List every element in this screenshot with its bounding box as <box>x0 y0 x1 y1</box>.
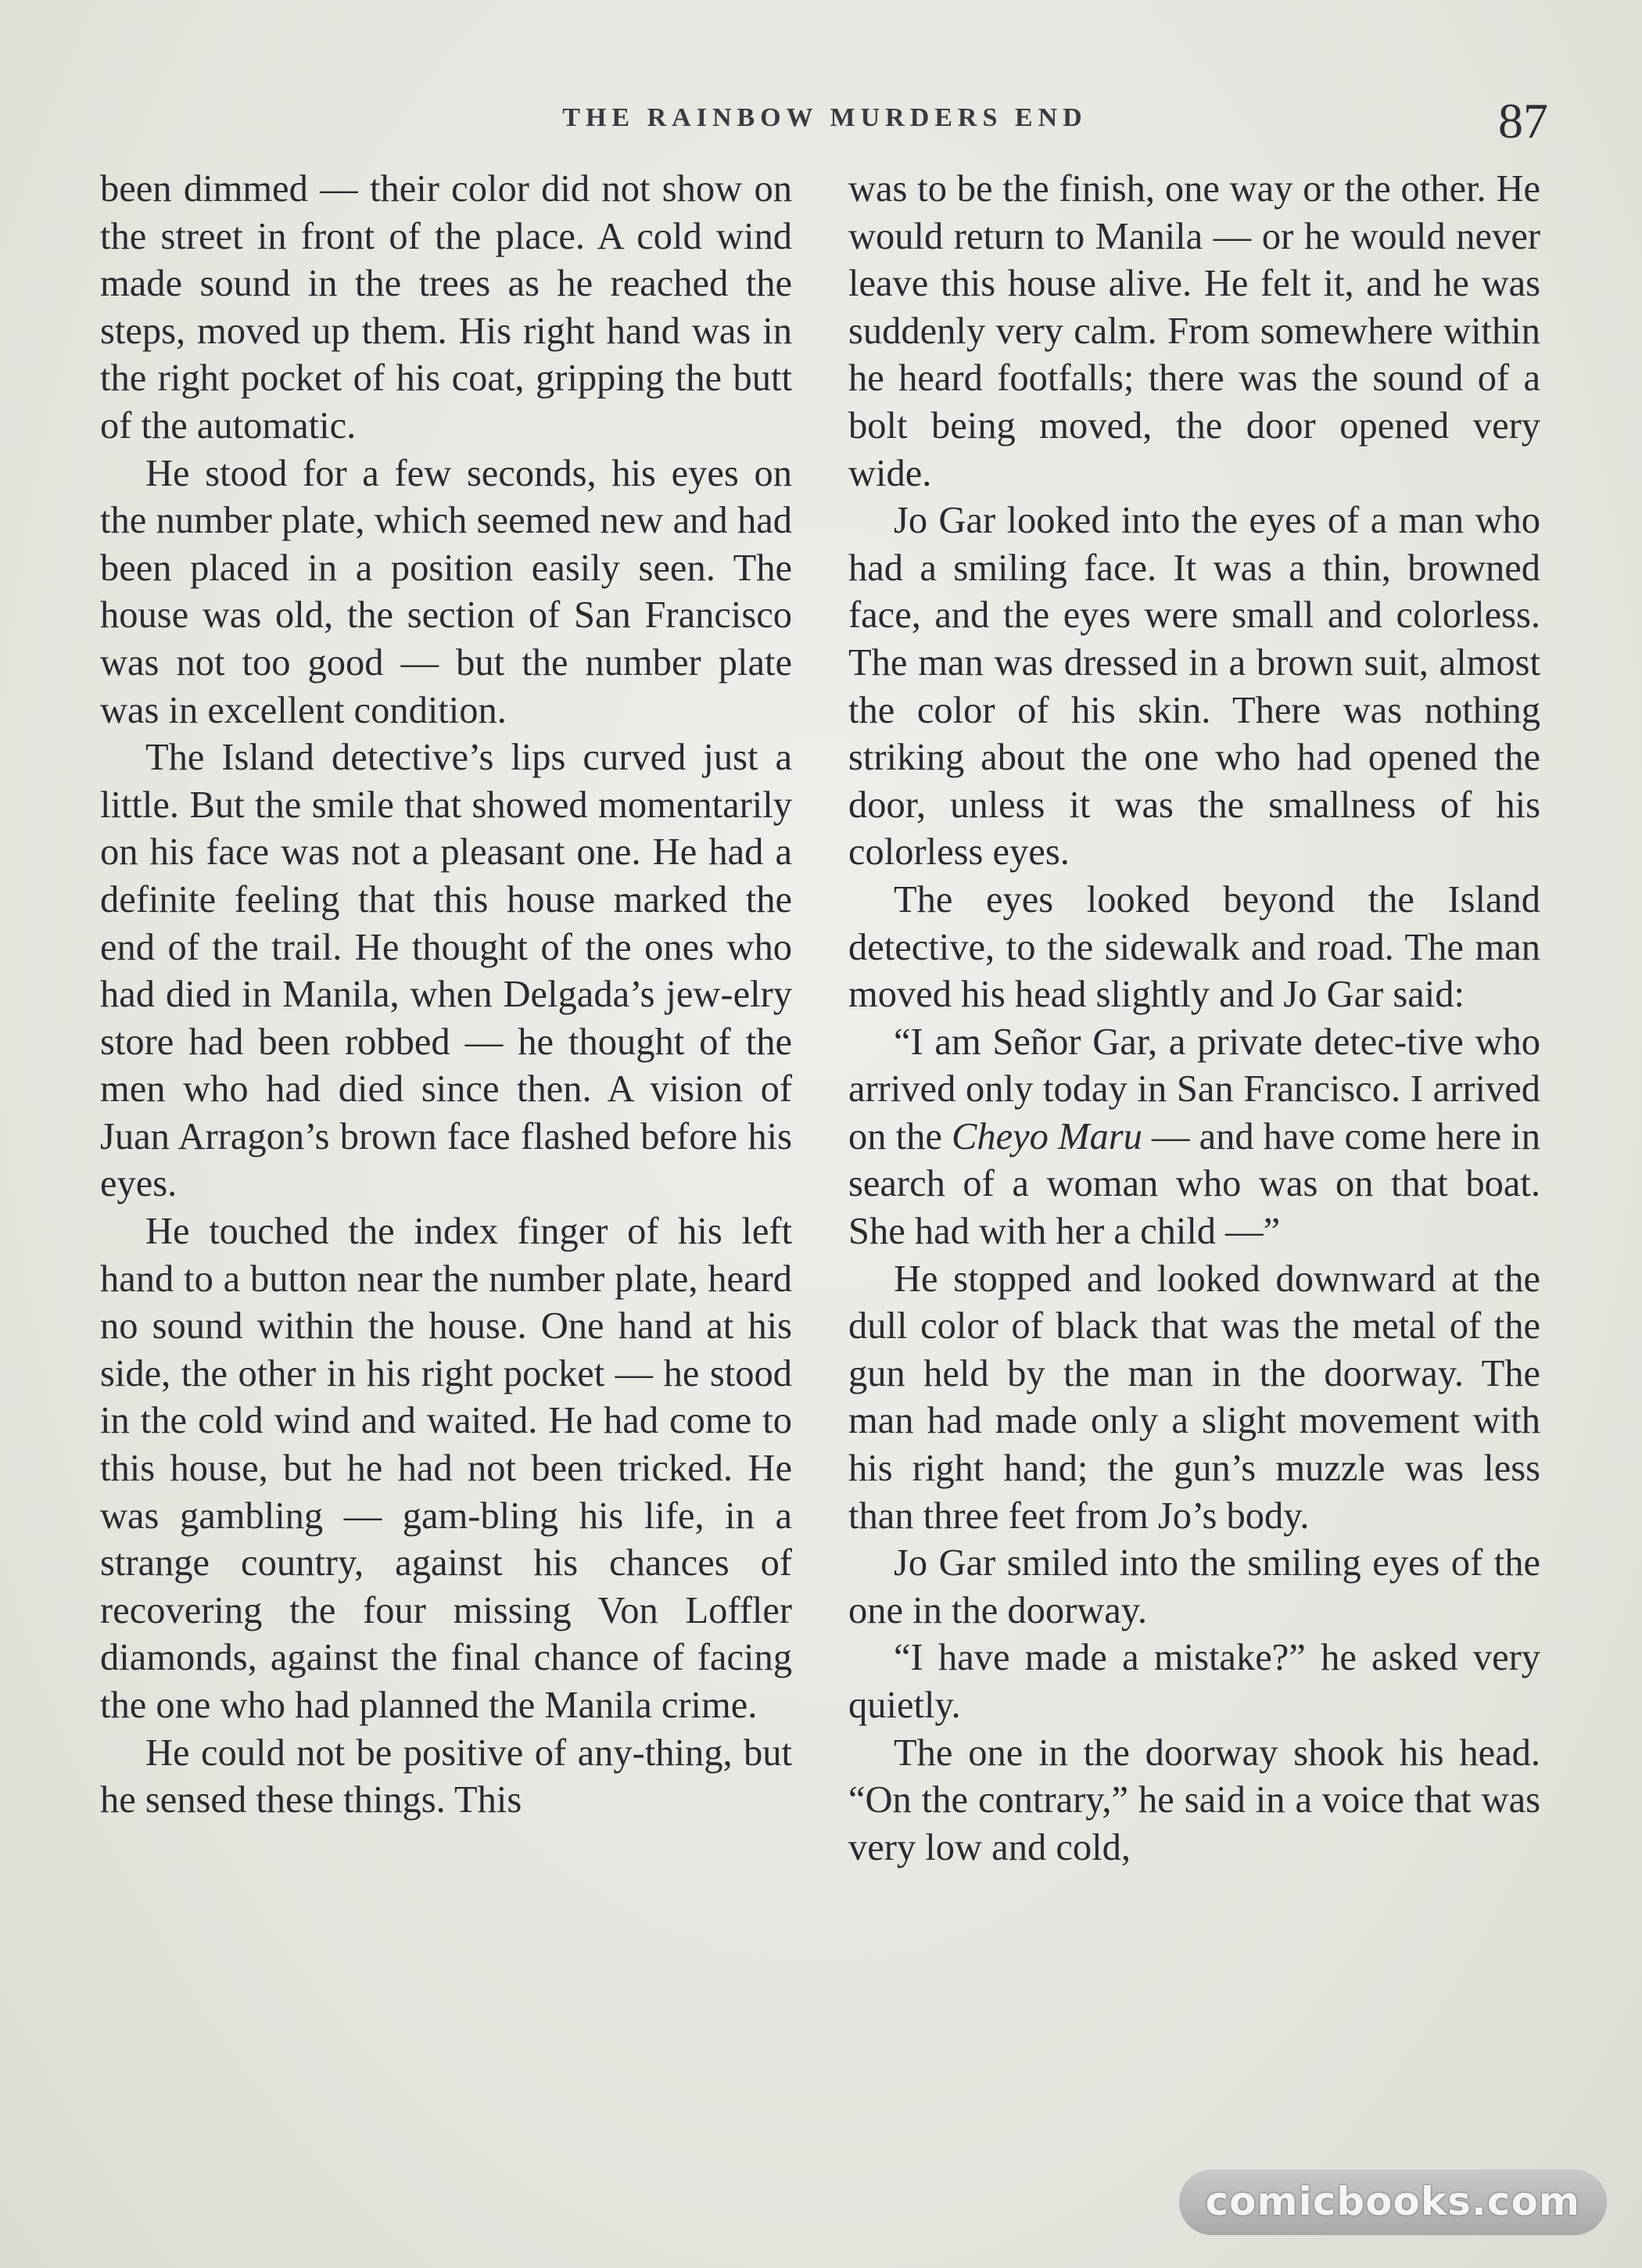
paragraph: been dimmed — their color did not show on the street in front of the place. A cold wind made sound in the trees as he reached the steps, moved up them. His right hand was in the right pocket of his coat, gripping the butt of the automatic. <box>100 168 792 447</box>
paragraph: The eyes looked beyond the Island detective, to the sidewalk and road. The man moved his head slightly and Jo Gar said: <box>848 878 1540 1016</box>
running-head <box>102 92 1548 155</box>
paragraph-text: — and have come here in search of a woman who was on that boat. She had with her a child —” <box>848 1115 1540 1253</box>
left-column <box>100 166 792 2121</box>
watermark: comicbooks.com <box>1179 2169 1607 2235</box>
paragraph: was to be the finish, one way or the other. He would return to Manila — or he would never leave this house alive. He felt it, and he was suddenly very calm. From somewhere within he heard footfalls; there was the sound of a bolt being moved, the door opened very wide. <box>848 168 1540 494</box>
paragraph: The one in the doorway shook his head. “On the contrary,” he said in a voice that was very low and cold, <box>848 1732 1540 1868</box>
paragraph-text: “I am Señor Gar, a private detec-tive who arrived only today in San Francisco. I arrived on the <box>848 1021 1540 1157</box>
paragraph: He stood for a few seconds, his eyes on the number plate, which seemed new and had been placed in a position easily seen. The house was old, the section of San Francisco was not too good — but the number plate was in excellent condition. <box>100 452 792 731</box>
paragraph: He stopped and looked downward at the dull color of black that was the metal of the gun held by the man in the doorway. The man had made only a slight movement with his right hand; the gun’s muzzle was less than three feet from Jo’s body. <box>848 1258 1540 1537</box>
ship-name: Cheyo Maru <box>952 1115 1142 1157</box>
paragraph: Jo Gar looked into the eyes of a man who had a smiling face. It was a thin, browned face, and the eyes were small and colorless. The man was dressed in a brown suit, almost the color of his skin. There was nothing striking about the one who had opened the door, unless it was the smallness of his colorless eyes. <box>848 500 1540 874</box>
paragraph: He could not be positive of any-thing, but he sensed these things. This <box>100 1732 792 1821</box>
page-number: 87 <box>1498 93 1548 149</box>
paragraph: Jo Gar smiled into the smiling eyes of the one in the doorway. <box>848 1542 1540 1631</box>
paragraph: He touched the index finger of his left hand to a button near the number plate, heard no sound within the house. One hand at his side, the other in his right pocket — he stood in the cold wind and waited. He had come to this house, but he had not been tricked. He was gambling — gam-bling his life, in a strange country, against his chances of recovering the four missing Von Loffler diamonds, against the final chance of facing the one who had planned the Manila crime. <box>100 1211 792 1726</box>
paragraph: “I have made a mistake?” he asked very quietly. <box>848 1637 1540 1726</box>
right-column <box>848 166 1540 2121</box>
paragraph <box>848 1019 1540 1256</box>
paragraph: The Island detective’s lips curved just a little. But the smile that showed momentarily on his face was not a pleasant one. He had a definite feeling that this house marked the end of the trail. He thought of the ones who had died in Manila, when Delgada’s jew-elry store had been robbed — he thought of the men who had died since then. A vision of Juan Arragon’s brown face flashed before his eyes. <box>100 737 792 1205</box>
running-title: THE RAINBOW MURDERS END <box>562 103 1088 132</box>
